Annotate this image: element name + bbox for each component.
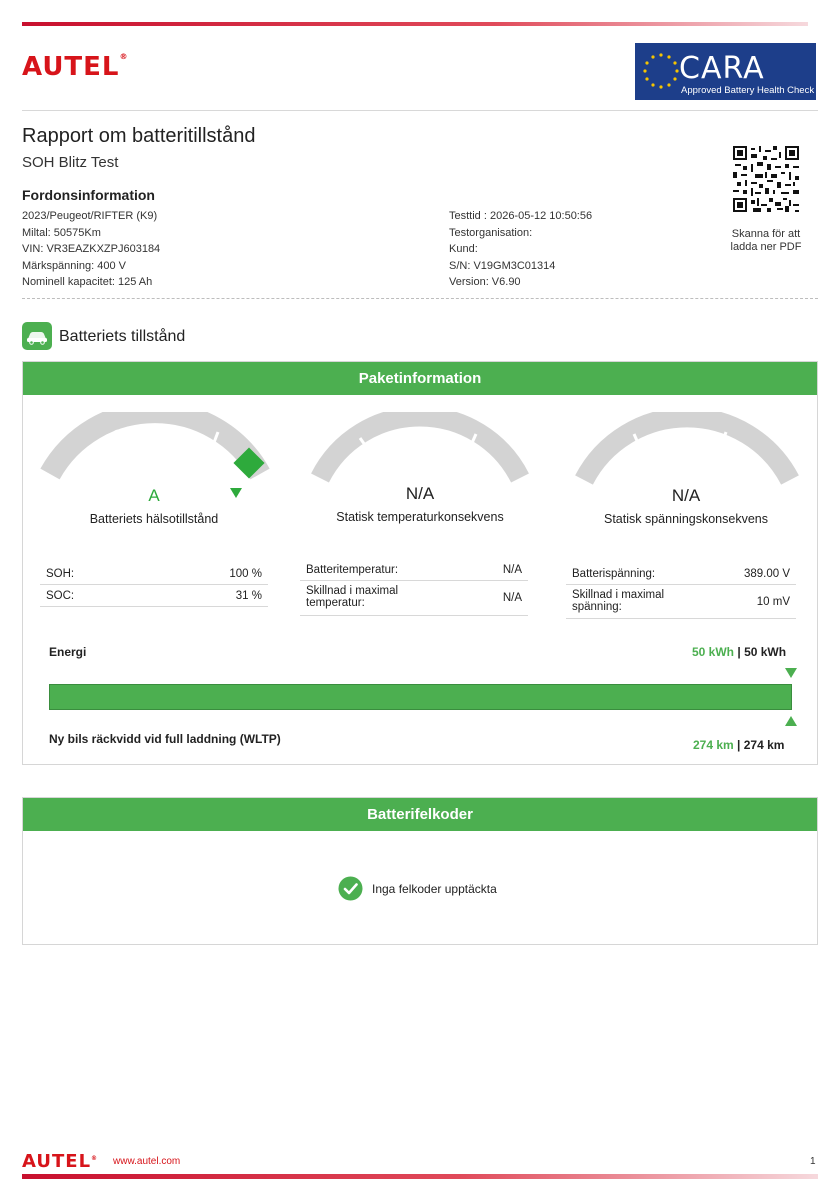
max-temp-diff-key-line2: temperatur:	[306, 597, 365, 609]
range-separator: |	[737, 738, 741, 752]
energy-label: Energi	[49, 645, 87, 659]
battery-health-heading: Batteriets tillstånd	[59, 328, 186, 345]
soh-gauge-label: Batteriets hälsotillstånd	[89, 512, 219, 526]
table-row	[300, 560, 528, 581]
max-voltage-diff-key	[572, 589, 664, 613]
header-divider	[22, 110, 818, 111]
voltage-gauge	[572, 412, 802, 492]
temperature-value: N/A	[405, 484, 435, 503]
autel-footer-logo: AUTEL®	[22, 1151, 99, 1172]
fault-codes-panel	[22, 797, 818, 945]
voltage-gauge-label: Statisk spänningskonsekvens	[604, 512, 768, 526]
voltage-value: N/A	[671, 486, 701, 505]
qr-caption-line1: Skanna för att	[731, 228, 801, 240]
nominal-capacity: Nominell kapacitet: 125 Ah	[22, 276, 153, 288]
report-title: Rapport om batteritillstånd	[22, 125, 256, 147]
footer-logo-text: AUTEL	[22, 1151, 92, 1172]
temperature-table	[300, 560, 528, 616]
vehicle-info-left	[22, 208, 160, 291]
soh-grade: A	[148, 486, 160, 505]
battery-car-icon	[22, 322, 52, 350]
customer: Kund:	[449, 243, 478, 255]
autel-logo: AUTEL®	[22, 52, 129, 82]
energy-marker-icon	[785, 668, 797, 678]
pack-info-title: Paketinformation	[23, 362, 817, 395]
fault-codes-title: Batterifelkoder	[23, 798, 817, 831]
qr-caption	[716, 228, 816, 254]
table-row	[300, 581, 528, 616]
energy-nominal: 50 kWh	[744, 645, 787, 659]
range-label: Ny bils räckvidd vid full laddning (WLTP)	[49, 732, 281, 746]
range-values	[693, 738, 784, 752]
website-link[interactable]: www.autel.com	[113, 1156, 181, 1167]
range-current: 274 km	[693, 738, 734, 752]
voltage-table	[566, 563, 796, 619]
test-type: SOH Blitz Test	[22, 154, 119, 171]
range-nominal: 274 km	[743, 738, 785, 752]
battery-voltage-value: 389.00 V	[743, 568, 790, 580]
no-fault-text: Inga felkoder upptäckta	[372, 882, 497, 896]
check-circle-icon	[338, 876, 363, 901]
logo-text: AUTEL	[22, 52, 120, 82]
vehicle-info-heading: Fordonsinformation	[22, 187, 155, 203]
soc-key: SOC:	[46, 590, 75, 602]
vehicle-vin: VIN: VR3EAZKXZPJ603184	[22, 243, 161, 255]
energy-current: 50 kWh	[692, 645, 735, 659]
table-row	[566, 585, 796, 619]
energy-separator: |	[737, 645, 741, 659]
vehicle-model: 2023/Peugeot/RIFTER (K9)	[22, 210, 158, 222]
serial-number: S/N: V19GM3C01314	[449, 259, 556, 272]
max-voltage-diff-value: 10 mV	[756, 596, 790, 608]
test-time: Testtid : 2026-05-12 10:50:56	[449, 210, 593, 222]
energy-bar	[49, 684, 792, 710]
temperature-gauge	[308, 412, 532, 492]
table-row	[40, 585, 268, 607]
temperature-gauge-label: Statisk temperaturkonsekvens	[336, 510, 504, 524]
max-temp-diff-key	[306, 585, 398, 609]
table-row	[40, 563, 268, 585]
footer-accent-line	[22, 1174, 818, 1179]
vehicle-info-right	[449, 208, 592, 291]
range-marker-icon	[785, 716, 797, 726]
soh-key: SOH:	[46, 568, 75, 580]
energy-values	[692, 645, 786, 659]
test-organisation: Testorganisation:	[449, 226, 533, 239]
soh-table	[40, 563, 268, 607]
qr-caption-line2: ladda ner PDF	[730, 241, 802, 253]
battery-temp-value: N/A	[502, 564, 522, 576]
info-divider	[22, 298, 818, 299]
max-voltage-diff-key-line1: Skillnad i maximal	[572, 589, 665, 601]
software-version: Version: V6.90	[449, 276, 521, 288]
table-row	[566, 563, 796, 585]
cara-badge	[635, 43, 816, 100]
max-voltage-diff-key-line2: spänning:	[572, 601, 622, 613]
max-temp-diff-value: N/A	[502, 592, 522, 604]
cara-name: CARA	[679, 51, 765, 86]
cara-subtitle: Approved Battery Health Check	[681, 85, 815, 96]
vehicle-mileage: Miltal: 50575Km	[22, 226, 101, 239]
soh-value: 100 %	[229, 568, 262, 580]
qr-code-icon[interactable]	[733, 146, 799, 212]
battery-voltage-key: Batterispänning:	[572, 568, 656, 580]
battery-temp-key: Batteritemperatur:	[306, 564, 399, 576]
eu-stars-icon	[641, 51, 681, 91]
max-temp-diff-key-line1: Skillnad i maximal	[306, 585, 399, 597]
soc-value: 31 %	[235, 590, 262, 602]
header-accent-line	[22, 22, 808, 26]
page-number: 1	[810, 1156, 816, 1167]
rated-voltage: Märkspänning: 400 V	[22, 259, 126, 272]
